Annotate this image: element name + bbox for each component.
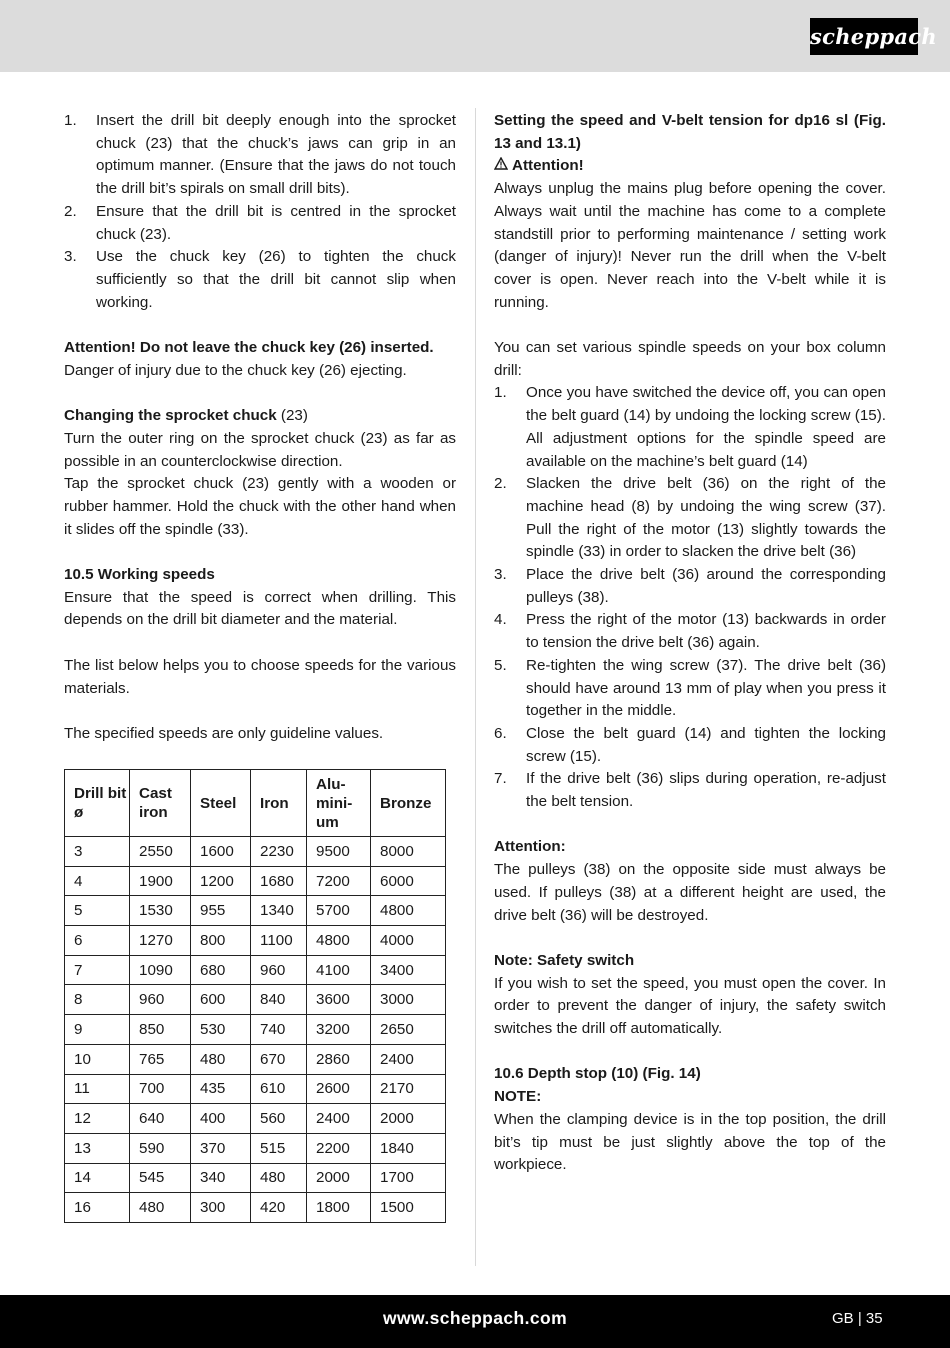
table-cell: 9500 [307,837,371,867]
list-number: 1. [64,112,77,129]
table-cell: 545 [130,1163,191,1193]
list-text: If the drive belt (36) slips during operation, re-adjust the belt tension. [526,770,886,811]
vbelt-steps-list [494,382,886,813]
table-row [65,1104,446,1134]
list-text: Ensure that the drill bit is centred in the sprocket chuck (23). [96,202,456,243]
attention-text: Always unplug the mains plug before opening the cover. Always wait until the machine has come to a complete standstill prior to performing maintenance / setting work (danger of injury)! Never run the drill when the V-belt cover is open. Never reach into the V-belt while it is running. [494,180,886,311]
spindle-speeds-intro: You can set various spindle speeds on your box column drill: [494,339,886,379]
list-text: Re-tighten the wing screw (37). The drive belt (36) should have around 13 mm of play when you press it together in the middle. [526,656,886,720]
table-cell: 4800 [371,896,446,926]
list-number: 3. [64,248,77,266]
list-text: Press the right of the motor (13) backwards in order to tension the drive belt (36) again. [526,611,886,652]
sprocket-chuck-paragraph-1: Turn the outer ring on the sprocket chuck (23) as far as possible in an counterclockwise direction. [64,429,456,470]
table-cell: 1600 [191,837,251,867]
list-item [494,473,886,564]
table-cell: 1900 [130,866,191,896]
list-text: Close the belt guard (14) and tighten the locking screw (15). [526,724,886,765]
table-cell: 16 [65,1193,130,1223]
list-item [494,564,886,609]
list-item [494,609,886,654]
table-cell: 10 [65,1044,130,1074]
page-number: GB | 35 [832,1310,883,1327]
left-column [64,110,456,746]
table-cell: 4 [65,866,130,896]
list-text: Once you have switched the device off, you can open the belt guard (14) by undoing the locking screw (15). All adjustment options for the spindle speed are available on the machine’s belt guard (14) [526,384,886,470]
table-cell: 7200 [307,866,371,896]
table-cell: 2200 [307,1133,371,1163]
table-row [65,1044,446,1074]
table-cell: 480 [251,1163,307,1193]
table-cell: 1700 [371,1163,446,1193]
table-cell: 2230 [251,837,307,867]
table-cell: 1340 [251,896,307,926]
table-cell: 2600 [307,1074,371,1104]
table-cell: 800 [191,926,251,956]
header-bar [0,0,950,72]
sprocket-chuck-heading-ref: (23) [276,407,308,425]
table-cell: 2400 [371,1044,446,1074]
list-number: 1. [494,384,507,402]
table-cell: 400 [191,1104,251,1134]
table-cell: 1500 [371,1193,446,1223]
table-cell: 4800 [307,926,371,956]
pulleys-attention-heading: Attention: [494,838,566,856]
table-cell: 11 [65,1074,130,1104]
table-cell: 4000 [371,926,446,956]
table-cell: 955 [191,896,251,926]
table-cell: 590 [130,1133,191,1163]
safety-switch-heading: Note: Safety switch [494,951,635,969]
table-cell: 8000 [371,837,446,867]
table-cell: 560 [251,1104,307,1134]
table-cell: 2650 [371,1015,446,1045]
table-row [65,896,446,926]
list-number: 7. [494,770,507,788]
warning-triangle-icon [494,155,508,178]
table-cell: 2860 [307,1044,371,1074]
table-row [65,985,446,1015]
chuck-steps-list [64,110,456,314]
table-cell: 840 [251,985,307,1015]
list-item [64,201,456,246]
table-cell: 1200 [191,866,251,896]
column-header: Drill bit ø [65,770,130,837]
list-number: 5. [494,656,507,674]
column-header: Alu-mini-um [307,770,371,837]
table-cell: 420 [251,1193,307,1223]
table-cell: 1270 [130,926,191,956]
table-cell: 3200 [307,1015,371,1045]
table-cell: 6 [65,926,130,956]
list-text: Insert the drill bit deeply enough into the sprocket chuck (23) that the chuck’s jaws can grip in an optimum manner. (Ensure that the jaws do not touch the drill bit’s spirals on small drill bits). [96,112,456,198]
table-cell: 8 [65,985,130,1015]
column-header: Iron [251,770,307,837]
table-cell: 680 [191,955,251,985]
table-row [65,955,446,985]
chuck-key-warning-text: Danger of injury due to the chuck key (26) ejecting. [64,361,407,379]
table-cell: 765 [130,1044,191,1074]
table-cell: 2550 [130,837,191,867]
table-cell: 5 [65,896,130,926]
sprocket-chuck-paragraph-2: Tap the sprocket chuck (23) gently with a wooden or rubber hammer. Hold the chuck with the other hand when it slides off the spindle (33). [64,475,456,538]
table-cell: 3000 [371,985,446,1015]
table-cell: 1100 [251,926,307,956]
list-item [64,110,456,201]
list-item [494,655,886,723]
list-item [494,723,886,768]
column-header: Bronze [371,770,446,837]
table-header-row [65,770,446,837]
table-cell: 2400 [307,1104,371,1134]
table-row [65,1193,446,1223]
table-cell: 1800 [307,1193,371,1223]
column-divider [475,108,476,1266]
table-cell: 2000 [307,1163,371,1193]
column-header: Steel [191,770,251,837]
speed-table [64,769,446,1223]
table-cell: 370 [191,1133,251,1163]
table-cell: 14 [65,1163,130,1193]
table-cell: 300 [191,1193,251,1223]
table-cell: 3600 [307,985,371,1015]
list-item [64,246,456,314]
column-header: Cast iron [130,770,191,837]
working-speeds-paragraph-1: Ensure that the speed is correct when drilling. This depends on the drill bit diameter and the material. [64,588,456,629]
table-cell: 640 [130,1104,191,1134]
table-cell: 960 [130,985,191,1015]
table-cell: 2000 [371,1104,446,1134]
table-cell: 6000 [371,866,446,896]
table-cell: 7 [65,955,130,985]
table-cell: 1530 [130,896,191,926]
table-row [65,1074,446,1104]
list-text: Slacken the drive belt (36) on the right of the machine head (8) by undoing the wing screw (37). Pull the right of the motor (13) slightly towards the spindle (33) in order to slacken the drive belt (36) [526,475,886,561]
website-link[interactable]: www.scheppach.com [382,1308,568,1328]
sprocket-chuck-heading-bold: Changing the sprocket chuck [64,407,277,425]
table-cell: 610 [251,1074,307,1104]
list-number: 2. [64,202,77,220]
table-cell: 435 [191,1074,251,1104]
table-cell: 700 [130,1074,191,1104]
depth-stop-note-label: NOTE: [494,1088,542,1106]
speed-table-body [65,837,446,1223]
list-text: Use the chuck key (26) to tighten the chuck sufficiently so that the drill bit cannot slip when working. [96,248,456,311]
right-column [494,110,886,1177]
table-cell: 515 [251,1133,307,1163]
table-cell: 530 [191,1015,251,1045]
table-cell: 850 [130,1015,191,1045]
vbelt-heading: Setting the speed and V-belt tension for dp16 sl (Fig. 13 and 13.1) [494,112,886,152]
table-cell: 480 [130,1193,191,1223]
table-cell: 480 [191,1044,251,1074]
list-item [494,768,886,813]
table-row [65,1163,446,1193]
attention-label: Attention! [512,157,584,175]
table-cell: 740 [251,1015,307,1045]
table-cell: 13 [65,1133,130,1163]
table-cell: 1090 [130,955,191,985]
brand-logo: scheppach [810,18,918,55]
list-item [494,382,886,473]
depth-stop-heading: 10.6 Depth stop (10) (Fig. 14) [494,1065,701,1083]
table-cell: 5700 [307,896,371,926]
table-row [65,837,446,867]
table-cell: 1840 [371,1133,446,1163]
table-cell: 9 [65,1015,130,1045]
table-cell: 600 [191,985,251,1015]
working-speeds-paragraph-3: The specified speeds are only guideline values. [64,724,384,742]
table-cell: 1680 [251,866,307,896]
footer-bar [0,1295,950,1348]
working-speeds-heading: 10.5 Working speeds [64,566,215,584]
list-number: 2. [494,475,507,493]
table-cell: 340 [191,1163,251,1193]
safety-switch-text: If you wish to set the speed, you must open the cover. In order to prevent the danger of injury, the safety switch switches the drill off automatically. [494,974,886,1038]
sprocket-chuck-heading [64,405,456,428]
table-cell: 670 [251,1044,307,1074]
table-cell: 2170 [371,1074,446,1104]
depth-stop-text: When the clamping device is in the top position, the drill bit’s tip must be just slightly above the top of the workpiece. [494,1110,886,1174]
table-cell: 12 [65,1104,130,1134]
table-row [65,866,446,896]
attention-line [494,155,886,178]
pulleys-attention-text: The pulleys (38) on the opposite side must always be used. If pulleys (38) at a different height are used, the drive belt (36) will be destroyed. [494,861,886,924]
chuck-key-warning-heading: Attention! Do not leave the chuck key (26) inserted. [64,339,434,357]
table-cell: 3400 [371,955,446,985]
list-number: 6. [494,724,507,742]
table-row [65,1133,446,1163]
list-text: Place the drive belt (36) around the corresponding pulleys (38). [526,566,886,606]
table-cell: 960 [251,955,307,985]
list-number: 4. [494,611,507,629]
list-number: 3. [494,566,507,584]
table-row [65,926,446,956]
working-speeds-paragraph-2: The list below helps you to choose speeds for the various materials. [64,656,456,697]
table-cell: 3 [65,837,130,867]
table-cell: 4100 [307,955,371,985]
table-row [65,1015,446,1045]
